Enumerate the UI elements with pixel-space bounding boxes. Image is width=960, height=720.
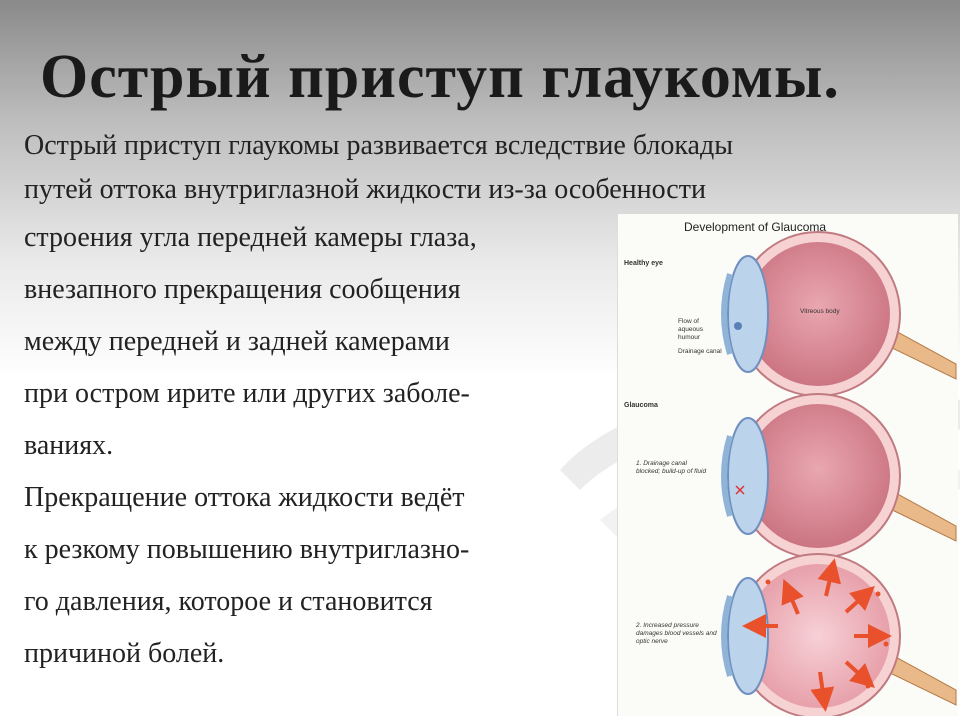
body-line: между передней и задней камерами (24, 326, 450, 357)
glaucoma-eye-stage2 (724, 554, 956, 716)
step1-label: 1. Drainage canal blocked; build-up of fluid (636, 460, 707, 475)
glaucoma-eye-stage1 (724, 394, 956, 558)
body-paragraph (24, 212, 624, 680)
intro-paragraph (24, 124, 944, 212)
healthy-eye-label: Healthy eye (624, 260, 663, 267)
body-line: внезапного прекращения сообщения (24, 274, 461, 305)
body-line: строения угла передней камеры глаза, (24, 222, 477, 253)
intro-line: Острый приступ глаукомы развивается вследствие блокады (24, 130, 734, 161)
glaucoma-diagram (617, 214, 958, 716)
step2-label: 2. Increased pressure damages blood vessels and optic nerve (636, 622, 717, 645)
diagram-title: Development of Glaucoma (684, 220, 827, 234)
page-title: Острый приступ глаукомы. (40, 43, 840, 111)
body-line: к резкому повышению внутриглазно- (24, 534, 470, 565)
body-line: Прекращение оттока жидкости ведёт (24, 482, 465, 513)
body-line: причиной болей. (24, 638, 225, 669)
intro-line: путей оттока внутриглазной жидкости из-за особенности (24, 174, 706, 205)
glaucoma-label: Glaucoma (624, 402, 658, 409)
flow-label: Flow of aqueous humour (678, 318, 703, 341)
vitreous-label: Vitreous body (800, 308, 840, 315)
body-line: при остром ирите или других заболе- (24, 378, 470, 409)
body-line: ваниях. (24, 430, 114, 461)
drainage-label: Drainage canal (678, 348, 722, 355)
body-line: го давления, которое и становится (24, 586, 433, 617)
